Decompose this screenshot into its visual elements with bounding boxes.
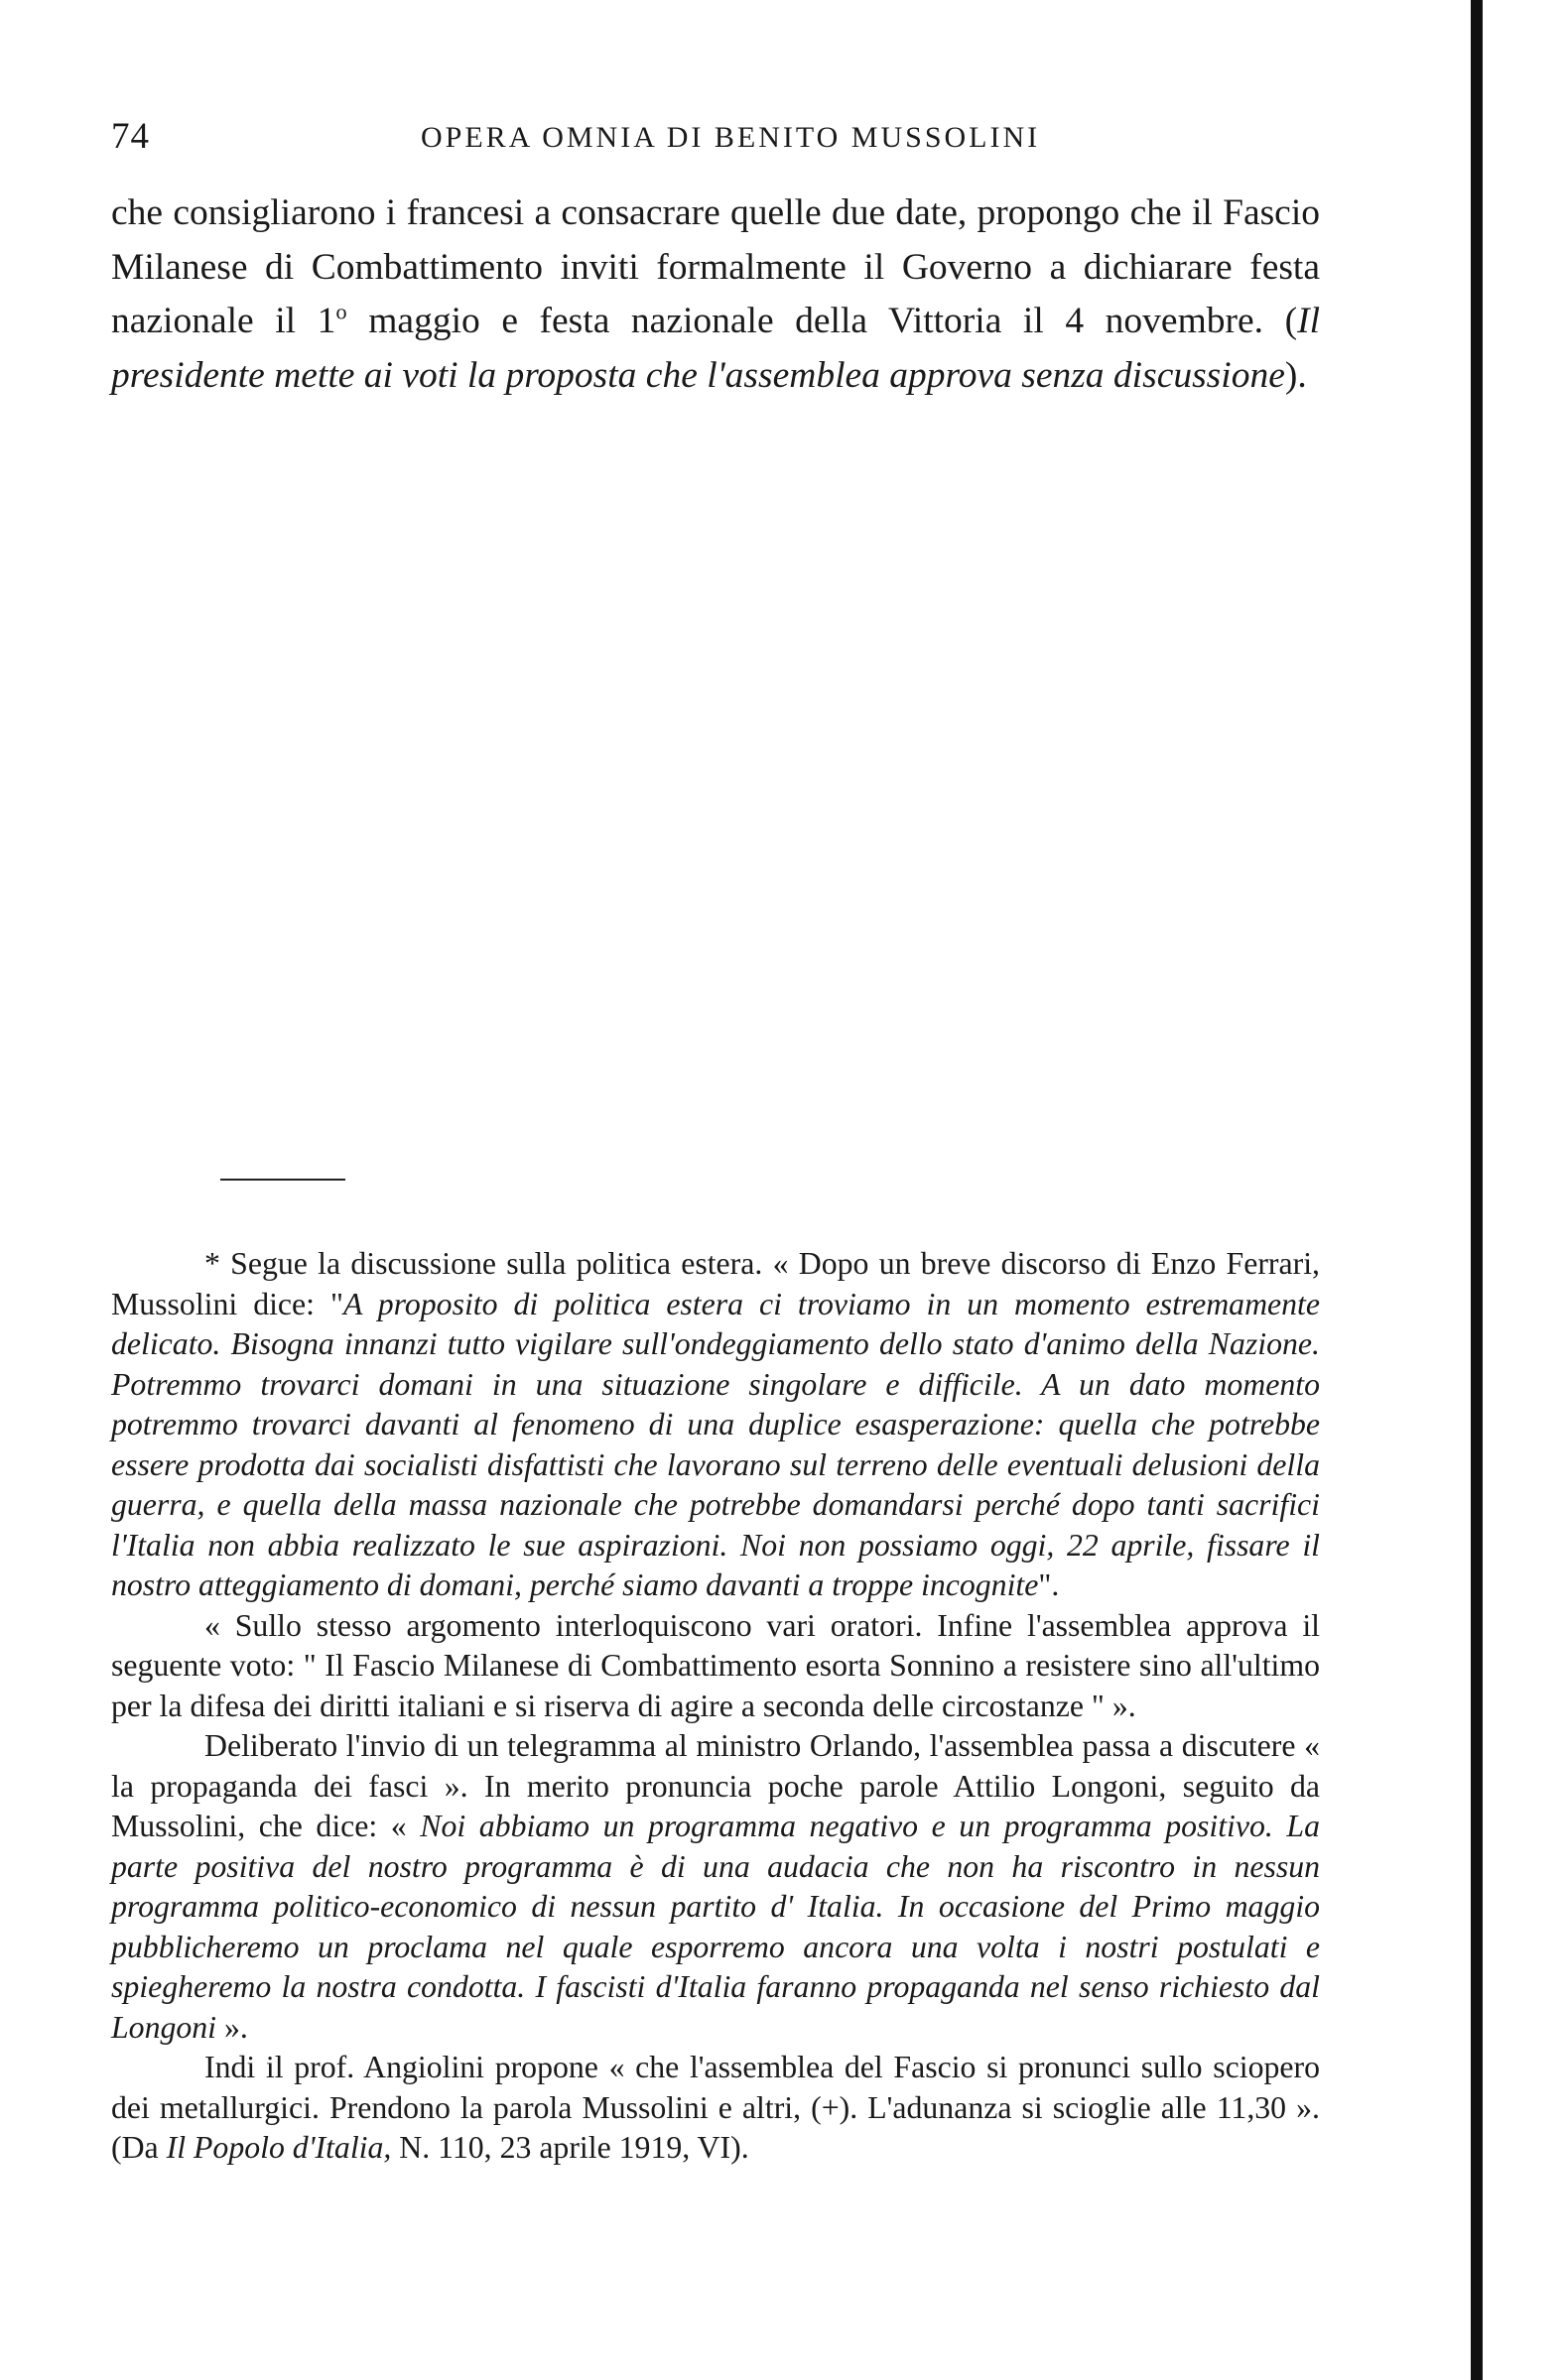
footnote-p1-end: ".: [1038, 1567, 1060, 1602]
footnote-paragraph-2: « Sullo stesso argomento interloquiscono vari oratori. Infine l'assemblea approva il seguente voto: " Il Fascio Milanese di Combattimento esorta Sonnino a resistere sino all'ultimo per la difesa dei diritti italiani e si riserva di agire a seconda delle circostanze " ».: [111, 1607, 1320, 1723]
stage-direction: Il presidente mette ai voti la proposta che l'assemblea approva senza discussione: [111, 301, 1320, 396]
footnote-rule: [220, 1179, 345, 1181]
footnote-paragraph-1: [111, 1244, 1320, 1606]
page-number: 74: [111, 116, 150, 157]
main-text-roman: che consigliarono i francesi a consacrare quelle due date, propongo che il Fascio Milanese di Combattimento inviti formalmente il Governo a dichiarare festa nazionale il 1: [111, 192, 1320, 342]
footnote-p1-intro: * Segue la discussione sulla politica estera. « Dopo un breve discorso di Enzo Ferrari, Mussolini dice: ": [111, 1246, 1320, 1321]
footnote-paragraph-4: [111, 2048, 1320, 2169]
footnote-paragraph-3: [111, 1726, 1320, 2048]
main-text-roman-continued: maggio e festa nazionale della Vittoria il 4 novembre. (: [346, 301, 1298, 342]
footnote-p4-end: N. 110, 23 aprile 1919, VI).: [391, 2130, 749, 2165]
footnote-p3-end: ».: [216, 2009, 248, 2045]
scan-edge-border: [1471, 0, 1483, 2380]
main-text-end: ).: [1284, 354, 1307, 396]
newspaper-title: Il Popolo d'Italia,: [166, 2130, 392, 2165]
footnote-p1-quote: A proposito di politica estera ci troviamo in un momento estremamente delicato. Bisogna innanzi tutto vigilare sull'ondeggiamento dello stato d'animo della Nazione. Potremmo trovarci domani in una situazione singolare e difficile. A un dato momento potremmo trovarci davanti al fenomeno di una duplice esasperazione: quella che potrebbe essere prodotta dai socialisti disfattisti che lavorano sul terreno delle eventuali delusioni della guerra, e quella della massa nazionale che potrebbe domandarsi perché dopo tanti sacrifici l'Italia non abbia realizzato le sue aspirazioni. Noi non possiamo oggi, 22 aprile, fissare il nostro atteggiamento di domani, perché siamo davanti a troppe incognite: [111, 1286, 1320, 1602]
main-text: [111, 187, 1320, 403]
running-header: [111, 115, 1084, 165]
ordinal-superscript: o: [335, 299, 347, 324]
main-paragraph: [111, 187, 1320, 403]
footnote-p3-intro: Deliberato l'invio di un telegramma al ministro Orlando, l'assemblea passa a discutere « la propaganda dei fasci ». In merito pronuncia poche parole Attilio Longoni, seguito da Mussolini, che dice: «: [111, 1728, 1320, 1843]
footnote: [111, 1244, 1320, 2169]
footnote-p3-quote: Noi abbiamo un programma negativo e un programma positivo. La parte positiva del nostro programma è di una audacia che non ha riscontro in nessun programma politico-economico di nessun partito d' Italia. In occasione del Primo maggio pubblicheremo un proclama nel quale esporremo ancora una volta i nostri postulati e spiegheremo la nostra condotta. I fascisti d'Italia faranno propaganda nel senso richiesto dal Longoni: [111, 1809, 1321, 2045]
running-title: OPERA OMNIA DI BENITO MUSSOLINI: [421, 121, 1041, 154]
footnote-p4-intro: Indi il prof. Angiolini propone « che l'assemblea del Fascio si pronunci sullo sciopero dei metallurgici. Prendono la parola Mussolini e altri, (+). L'adunanza si scioglie alle 11,30 ». (Da: [111, 2050, 1320, 2165]
